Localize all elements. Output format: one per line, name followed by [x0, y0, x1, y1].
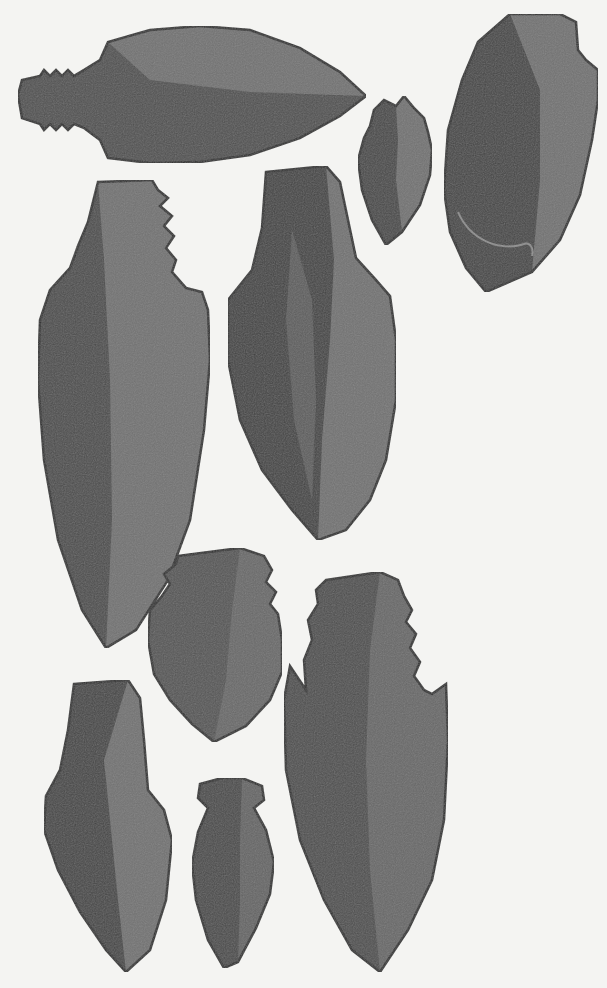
shouldered-blade — [444, 14, 598, 292]
small-stemmed-point — [192, 778, 274, 968]
notched-leaf-point — [148, 548, 282, 742]
faceted-blade — [44, 680, 172, 972]
small-barbed-point — [358, 96, 432, 245]
serrated-blade — [284, 572, 448, 972]
notched-stem-point — [18, 26, 366, 163]
ridged-lanceolate-point — [228, 166, 396, 540]
